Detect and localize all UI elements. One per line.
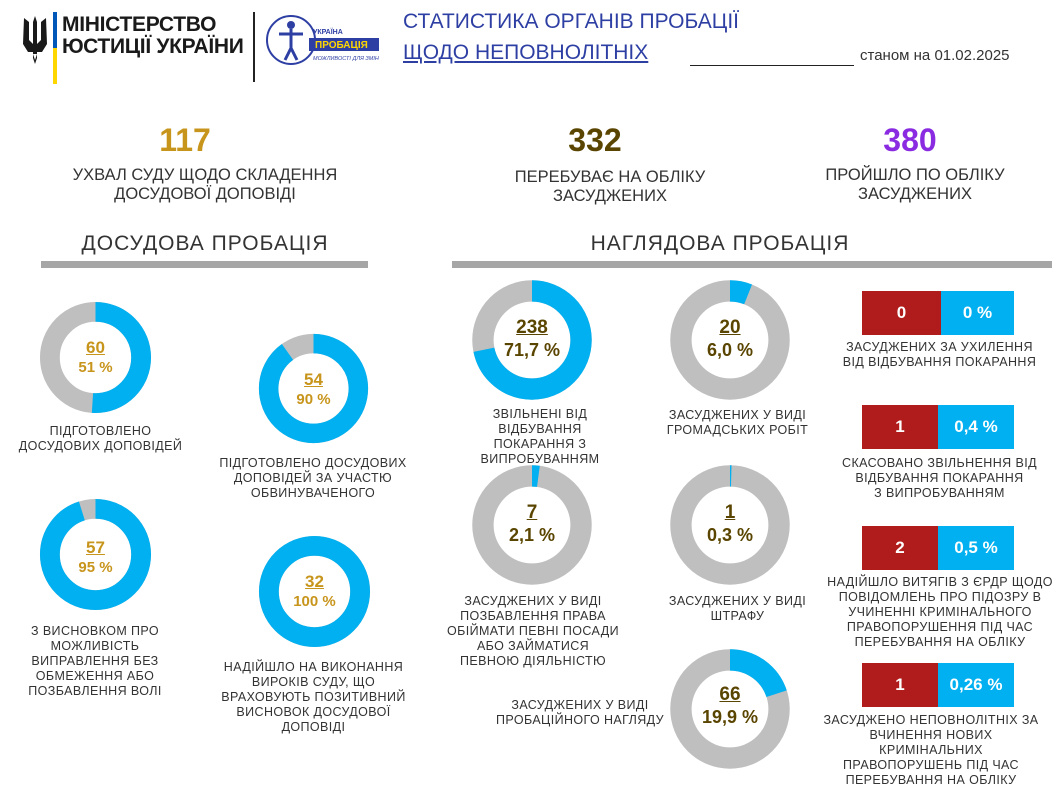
- section-title-pretrial: ДОСУДОВА ПРОБАЦІЯ: [81, 232, 329, 255]
- donut-community-work: [666, 276, 794, 404]
- label-line: ШТРАФУ: [710, 609, 765, 623]
- label-line: ПЕВНОЮ ДІЯЛЬНІСТЮ: [459, 654, 607, 668]
- label-line: МОЖЛИВІСТЬ: [50, 639, 140, 653]
- label-line: ОБМЕЖЕННЯ АБО: [35, 669, 155, 683]
- stat-label-line: ПЕРЕБУВАЄ НА ОБЛІКУ: [514, 168, 706, 186]
- donut-value: 54: [304, 370, 323, 389]
- donut-value: 57: [86, 538, 105, 557]
- label-line: ВЧИНЕННЯ НОВИХ КРИМІНАЛЬНИХ: [869, 728, 993, 757]
- probation-logo: [265, 12, 383, 68]
- donut-sentences-positive: [255, 532, 374, 651]
- label-line: ПІДГОТОВЛЕНО ДОСУДОВИХ: [219, 456, 407, 470]
- donut-percent: 6,0 %: [706, 340, 754, 360]
- page-title: [403, 6, 739, 68]
- label-line: ВИРОКІВ СУДУ, ЩО: [251, 675, 376, 689]
- donut-released-probation: [468, 276, 596, 404]
- label-line: ПРОБАЦІЙНОГО НАГЛЯДУ: [496, 713, 664, 727]
- donut-value: 60: [86, 338, 105, 357]
- percent-box-new-crimes: 0,26 %: [938, 663, 1014, 707]
- donut-correction-conclusion: [36, 495, 155, 614]
- stat-label-line: ЗАСУДЖЕНИХ: [858, 185, 972, 203]
- donut-deprivation-of-right: [468, 461, 596, 589]
- label-line: ВИПРАВЛЕННЯ БЕЗ: [31, 654, 159, 668]
- label-released-probation: [450, 407, 630, 467]
- section-title-supervision: НАГЛЯДОВА ПРОБАЦІЯ: [590, 232, 850, 255]
- donut-value: 32: [305, 572, 324, 591]
- label-line: ВРАХОВУЮТЬ ПОЗИТИВНИЙ: [221, 690, 406, 704]
- donut-percent: 19,9 %: [701, 707, 759, 727]
- flag-bar: [53, 12, 57, 84]
- label-line: З ВИПРОБУВАННЯМ: [874, 486, 1005, 500]
- label-line: ПЕРЕБУВАННЯ НА ОБЛІКУ: [854, 635, 1026, 649]
- donut-value: 66: [719, 684, 741, 705]
- page-title-line2: ЩОДО НЕПОВНОЛІТНІХ: [403, 41, 649, 64]
- label-evasion: [832, 340, 1047, 370]
- label-reports-prepared: [18, 424, 183, 454]
- label-line: ПРАВОПОРУШЕНЬ ПІД ЧАС: [843, 758, 1019, 772]
- label-line: ДОСУДОВИХ ДОПОВІДЕЙ: [18, 439, 183, 453]
- donut-percent: 51 %: [78, 359, 113, 376]
- label-line: ЗАСУДЖЕНИХ У ВИДІ: [668, 594, 807, 608]
- donut-reports-prepared: [36, 298, 155, 417]
- label-line: УЧИНЕННІ КРИМІНАЛЬНОГО: [848, 605, 1032, 619]
- stat-label-line: ДОСУДОВОЇ ДОПОВІДІ: [114, 185, 296, 203]
- donut-reports-with-accused: [255, 330, 372, 447]
- label-deprivation-of-right: [443, 594, 623, 669]
- logo-text2: ПРОБАЦІЯ: [315, 40, 368, 51]
- label-line: СКАСОВАНО ЗВІЛЬНЕННЯ ВІД: [842, 456, 1037, 470]
- label-line: ДОПОВІДЕЙ ЗА УЧАСТЮ: [233, 471, 393, 485]
- label-line: ВІДБУВАННЯ ПОКАРАННЯ: [855, 471, 1024, 485]
- label-line: ПОЗБАВЛЕННЯ ВОЛІ: [28, 684, 162, 698]
- stat-label-reports-ordered: [40, 166, 370, 204]
- ministry-logo-text: [62, 14, 244, 58]
- trident-icon: [20, 14, 50, 66]
- label-line: ПІДГОТОВЛЕНО: [49, 424, 152, 438]
- label-reports-with-accused: [218, 456, 408, 501]
- label-line: ДОПОВІДІ: [281, 720, 346, 734]
- logo-text3: МОЖЛИВОСТІ ДЛЯ ЗМІН: [313, 56, 379, 62]
- stat-label-registered: [470, 168, 750, 206]
- label-line: ОБІЙМАТИ ПЕВНІ ПОСАДИ: [447, 624, 619, 638]
- donut-percent: 71,7 %: [503, 340, 561, 360]
- label-line: ПЕРЕБУВАННЯ НА ОБЛІКУ: [845, 773, 1017, 787]
- stat-value-registered: 332: [568, 122, 622, 158]
- label-fine: [660, 594, 815, 624]
- stat-value-reports-ordered: 117: [159, 122, 211, 158]
- label-line: ВИПРОБУВАННЯМ: [480, 452, 600, 466]
- ministry-line1: МІНІСТЕРСТВО: [62, 13, 217, 36]
- label-line: ОБВИНУВАЧЕНОГО: [250, 486, 376, 500]
- label-correction-conclusion: [20, 624, 170, 699]
- stat-label-line: ПРОЙШЛО ПО ОБЛІКУ: [825, 166, 1005, 184]
- report-date: станом на 01.02.2025: [860, 47, 1010, 64]
- label-line: ЗВІЛЬНЕНІ ВІД ВІДБУВАННЯ: [492, 407, 588, 436]
- label-community-work: [660, 408, 815, 438]
- label-line: ПОВІДОМЛЕНЬ ПРО ПІДОЗРУ В: [838, 590, 1042, 604]
- section-bar-pretrial: [41, 261, 368, 268]
- label-line: ЗАСУДЖЕНИХ У ВИДІ: [511, 698, 649, 712]
- label-line: НАДІЙШЛО ВИТЯГІВ З ЄРДР ЩОДО: [827, 575, 1053, 589]
- donut-value: 238: [516, 317, 548, 338]
- percent-box-evasion: 0 %: [941, 291, 1014, 335]
- donut-percent: 0,3 %: [706, 525, 754, 545]
- donut-probation-supervision: [666, 645, 794, 773]
- donut-percent: 2,1 %: [508, 525, 556, 545]
- section-bar-supervision: [452, 261, 1052, 268]
- count-box-cancelled-release: 1: [862, 405, 938, 449]
- label-line: ГРОМАДСЬКИХ РОБІТ: [666, 423, 809, 437]
- count-box-suspicion: 2: [862, 526, 938, 570]
- label-line: ПОЗБАВЛЕННЯ ПРАВА: [460, 609, 606, 623]
- label-suspicion: [826, 575, 1054, 650]
- page-title-line1: СТАТИСТИКА ОРГАНІВ ПРОБАЦІЇ: [403, 10, 740, 33]
- label-line: ЗАСУДЖЕНО НЕПОВНОЛІТНІХ ЗА: [823, 713, 1039, 727]
- donut-value: 1: [724, 502, 736, 523]
- label-new-crimes: [816, 713, 1046, 788]
- label-line: ВІД ВІДБУВАННЯ ПОКАРАННЯ: [842, 355, 1037, 369]
- label-probation-supervision: [485, 698, 675, 728]
- stat-label-line: УХВАЛ СУДУ ЩОДО СКЛАДЕННЯ: [72, 166, 338, 184]
- stat-label-line: ЗАСУДЖЕНИХ: [553, 187, 667, 205]
- label-line: ЗАСУДЖЕНИХ У ВИДІ: [668, 408, 807, 422]
- donut-value: 7: [526, 502, 538, 523]
- label-line: АБО ЗАЙМАТИСЯ: [476, 639, 590, 653]
- header-divider: [253, 12, 255, 82]
- count-box-new-crimes: 1: [862, 663, 938, 707]
- donut-percent: 95 %: [78, 559, 113, 576]
- label-line: ПРАВОПОРУШЕННЯ ПІД ЧАС: [846, 620, 1034, 634]
- label-line: ЗАСУДЖЕНИХ У ВИДІ: [464, 594, 602, 608]
- label-sentences-positive: [216, 660, 411, 735]
- label-line: З ВИСНОВКОМ ПРО: [31, 624, 159, 638]
- logo-text1: УКРАЇНА: [313, 29, 343, 36]
- donut-percent: 100 %: [293, 593, 336, 610]
- label-line: ЗАСУДЖЕНИХ ЗА УХИЛЕННЯ: [846, 340, 1033, 354]
- percent-box-cancelled-release: 0,4 %: [938, 405, 1014, 449]
- stat-label-passed: [790, 166, 1040, 204]
- percent-box-suspicion: 0,5 %: [938, 526, 1014, 570]
- label-line: ВИСНОВОК ДОСУДОВОЇ: [236, 705, 391, 719]
- title-underline: [690, 65, 854, 66]
- ministry-line2: ЮСТИЦІЇ УКРАЇНИ: [62, 35, 244, 58]
- label-line: НАДІЙШЛО НА ВИКОНАННЯ: [223, 660, 404, 674]
- donut-value: 20: [719, 317, 741, 338]
- stat-value-passed: 380: [883, 122, 937, 158]
- donut-fine: [666, 461, 794, 589]
- label-line: ПОКАРАННЯ З: [493, 437, 587, 451]
- label-cancelled-release: [832, 456, 1047, 501]
- count-box-evasion: 0: [862, 291, 941, 335]
- donut-percent: 90 %: [296, 391, 331, 408]
